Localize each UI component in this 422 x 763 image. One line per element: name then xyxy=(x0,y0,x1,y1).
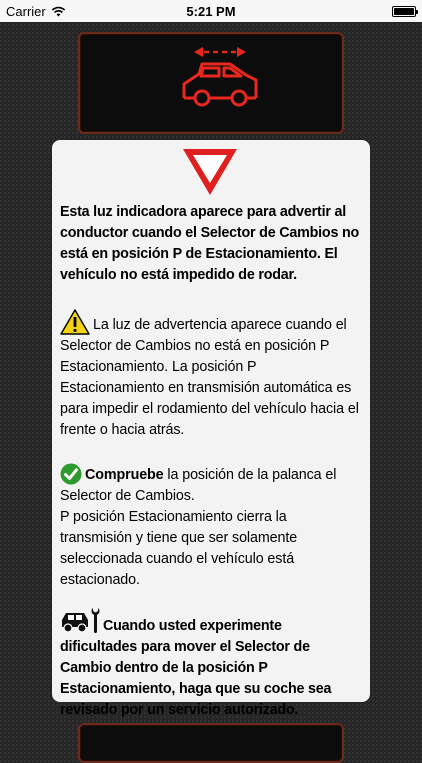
check-text: la posición de la palanca el Selector de Cambios. xyxy=(60,467,337,504)
car-rolling-warning-icon xyxy=(78,32,344,134)
carrier-group xyxy=(6,4,66,19)
warning-icon xyxy=(60,309,90,335)
indicator-panel-next xyxy=(78,723,344,763)
indicator-panel xyxy=(78,32,344,134)
warning-paragraph xyxy=(60,309,360,441)
check-paragraph xyxy=(60,463,360,507)
wifi-icon xyxy=(51,6,66,17)
check-text-2: P posición Estacionamiento cierra la transmisión y tiene que ser solamente seleccionada cuando el vehículo está estacionado. xyxy=(60,509,298,588)
battery-icon xyxy=(392,6,416,17)
service-paragraph xyxy=(60,605,360,721)
status-bar xyxy=(0,0,422,22)
carrier-label: Carrier xyxy=(6,3,46,19)
info-card xyxy=(52,140,370,718)
check-icon xyxy=(60,463,82,485)
service-text: Cuando usted experimente dificultades para mover el Selector de Cambio dentro de la posición P Estacionamiento, haga que su coche sea revisado por un servicio autorizado. xyxy=(60,618,332,718)
check-bold: Compruebe xyxy=(85,467,164,483)
clock: 5:21 PM xyxy=(186,3,236,19)
car-service-icon xyxy=(60,605,102,635)
intro-text: Esta luz indicadora aparece para advertir al conductor cuando el Selector de Cambios no está en posición P de Estacionamiento. El vehículo no está impedido de rodar. xyxy=(60,204,360,283)
warning-text: La luz de advertencia aparece cuando el Selector de Cambios no está en posición P Estacionamiento. La posición P Estacionamiento en transmisión automática es para impedir el rodamiento del vehículo hacia el frente o hacia atrás. xyxy=(60,317,359,438)
yield-triangle-icon xyxy=(180,146,240,198)
